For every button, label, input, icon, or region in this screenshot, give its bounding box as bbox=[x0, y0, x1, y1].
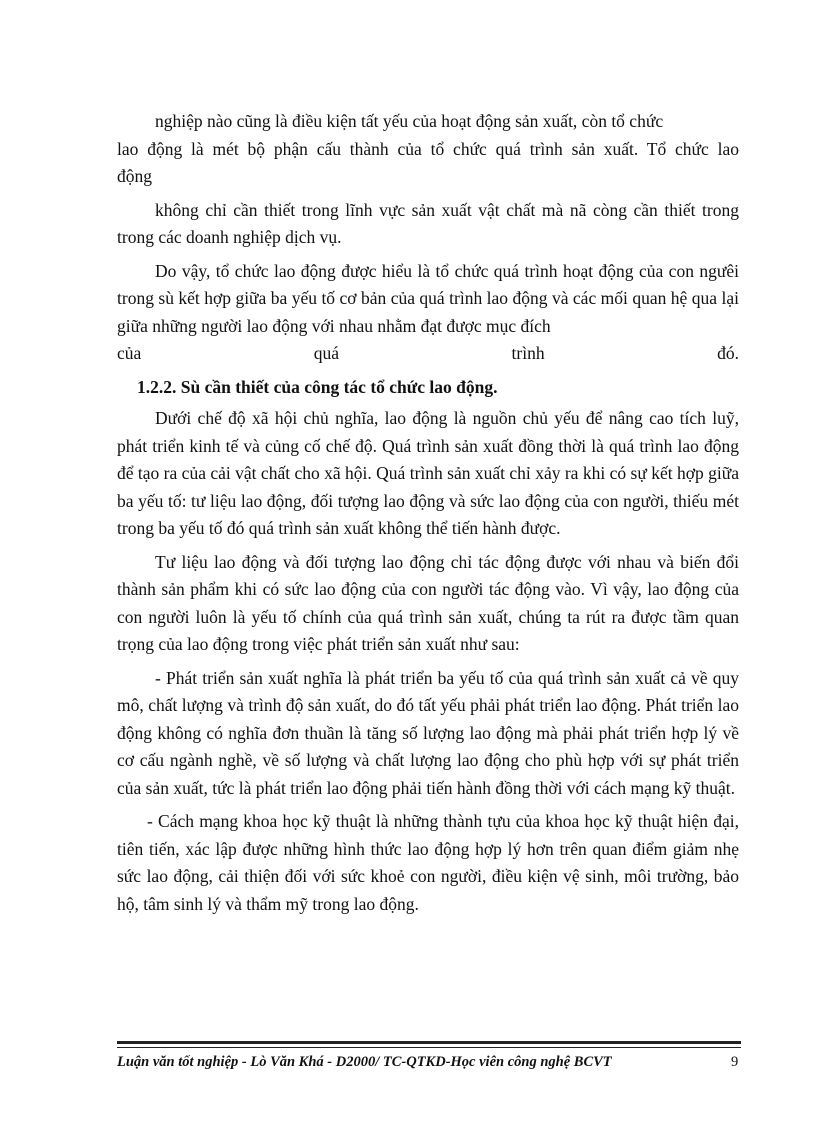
word: trình bbox=[511, 343, 545, 363]
paragraph: Tư liệu lao động và đối tượng lao động chỉ tác động được với nhau và biến đổi thành sản phẩm khi có sức lao động của con người tác động vào. Vì vậy, lao động của con người luôn là yếu tố chính của quá trình sản xuất, chúng ta rút ra được tầm quan trọng của lao động trong việc phát triển sản xuất như sau: bbox=[117, 551, 739, 654]
footer-rule-thick bbox=[117, 1041, 741, 1044]
paragraph-line: lao động là mét bộ phận cấu thành của tổ chức quá trình sản xuất. Tổ chức lao bbox=[117, 138, 739, 159]
document-body bbox=[117, 108, 739, 918]
word: quá bbox=[313, 343, 340, 363]
paragraph: Dưới chế độ xã hội chủ nghĩa, lao động là nguồn chủ yếu để nâng cao tích luỹ, phát triển kinh tế và củng cố chế độ. Quá trình sản xuất đồng thời là quá trình lao động để tạo ra của cải vật chất cho xã hội. Quá trình sản xuất chỉ xảy ra khi có sự kết hợp giữa ba yếu tố: tư liệu lao động, đối tượng lao động và sức lao động của con người, thiếu mét trong ba yếu tố đó quá trình sản xuất không thể tiến hành được. bbox=[117, 408, 739, 538]
paragraph: không chỉ cần thiết trong lĩnh vực sản xuất vật chất mà nã còng cần thiết trong trong các doanh nghiệp dịch vụ. bbox=[117, 199, 739, 247]
section-heading: 1.2.2. Sù cần thiết của công tác tổ chức lao động. bbox=[137, 376, 498, 397]
footer-rule-thin bbox=[117, 1047, 741, 1048]
page-number: 9 bbox=[731, 1054, 739, 1070]
paragraph-justified-last-line bbox=[117, 340, 739, 368]
paragraph-text: Do vậy, tổ chức lao động được hiểu là tổ chức quá trình hoạt động của con ngưêi trong sù kết hợp giữa ba yếu tố cơ bản của quá trình lao động và các mối quan hệ qua lại giữa những người lao động với nhau nhằm đạt được mục đích bbox=[117, 260, 739, 336]
paragraph-continued bbox=[117, 108, 739, 191]
paragraph-line: nghiệp nào cũng là điều kiện tất yếu của hoạt động sản xuất, còn tổ chức bbox=[155, 111, 664, 131]
word: của bbox=[117, 343, 142, 363]
paragraph-line: động bbox=[117, 166, 152, 186]
word: đó. bbox=[717, 343, 739, 363]
footer-text: Luận văn tốt nghiệp - Lò Văn Khá - D2000/ TC-QTKD-Học viên công nghệ BCVT bbox=[117, 1054, 612, 1070]
paragraph bbox=[117, 258, 739, 341]
bullet-paragraph: - Cách mạng khoa học kỹ thuật là những thành tựu của khoa học kỹ thuật hiện đại, tiên tiến, xác lập được những hình thức lao động hợp lý hơn trên quan điểm giảm nhẹ sức lao động, cải thiện đối với sức khoẻ con người, điều kiện vệ sinh, môi trường, bảo hộ, tâm sinh lý và thẩm mỹ trong lao động. bbox=[117, 811, 739, 914]
bullet-paragraph: - Phát triển sản xuất nghĩa là phát triển ba yếu tố của quá trình sản xuất cả về quy mô, chất lượng và trình độ sản xuất, do đó tất yếu phải phát triển lao động. Phát triển lao động không có nghĩa đơn thuần là tăng số lượng lao động mà phải phát triển hợp lý về cơ cấu ngành nghề, về số lượng và chất lượng lao động cho phù hợp với sự phát triển của sản xuất, tức là phát triển lao động phải tiến hành đồng thời với cách mạng kỹ thuật. bbox=[117, 667, 739, 798]
